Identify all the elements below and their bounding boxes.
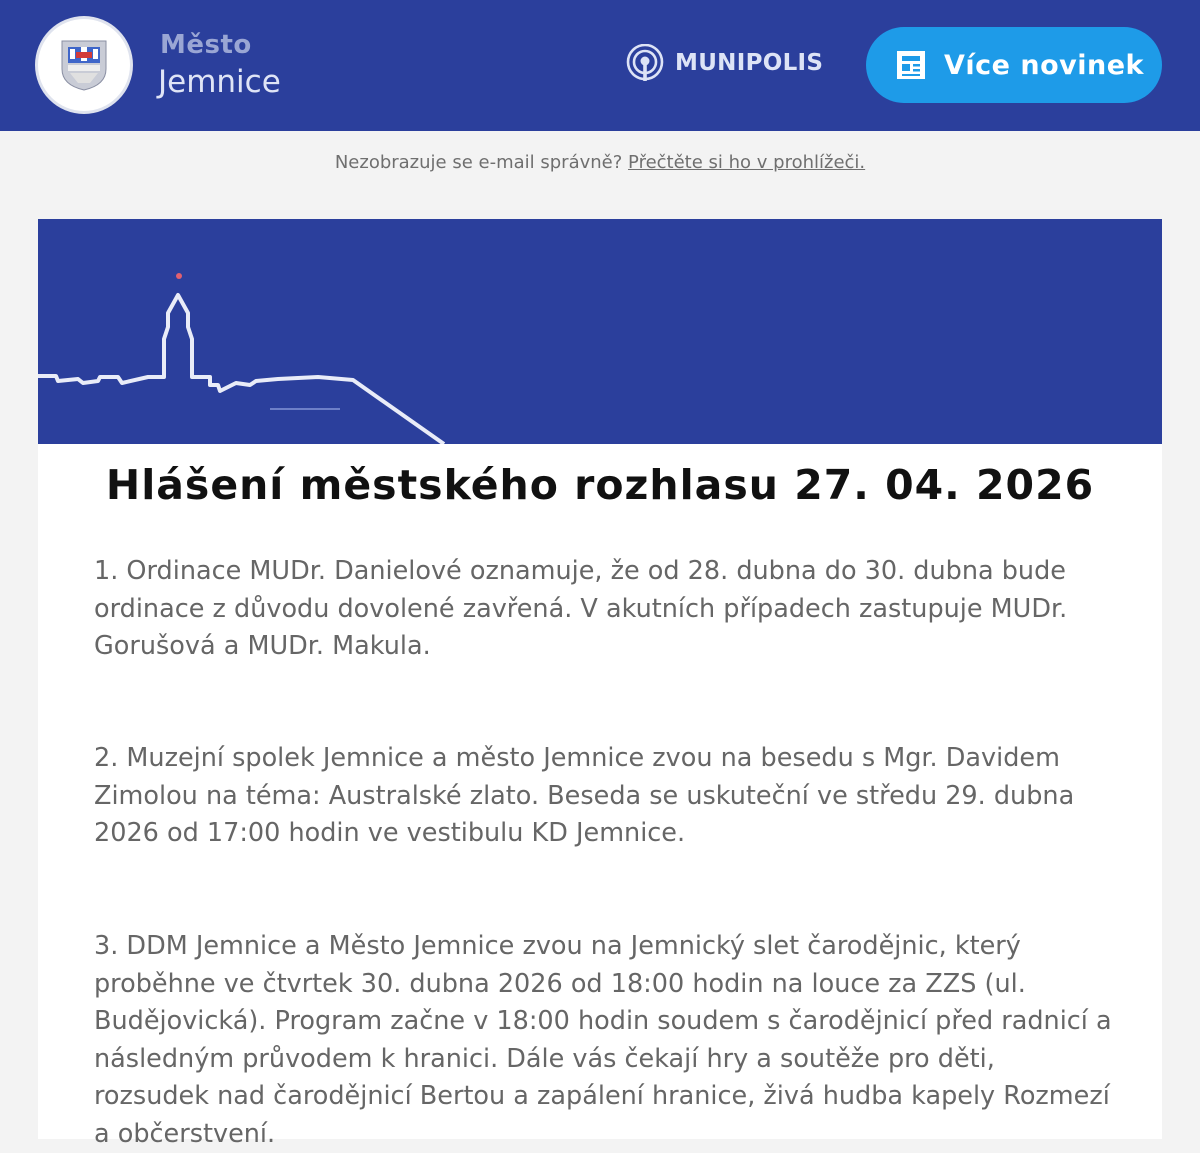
- city-name-label: Jemnice: [158, 64, 281, 100]
- announcement-paragraph-2: 2. Muzejní spolek Jemnice a město Jemnice zvou na besedu s Mgr. Davidem Zimolou na téma: Australské zlato. Beseda se uskuteční ve středu 29. dubna 2026 od 17:00 hodin ve vestibulu KD Jemnice.: [94, 743, 1075, 848]
- skyline-banner: [38, 219, 1162, 444]
- city-type-label: Město: [160, 30, 252, 60]
- announcement-paragraph-1: 1. Ordinace MUDr. Danielové oznamuje, že od 28. dubna do 30. dubna bude ordinace z důvodu dovolené zavřená. V akutních případech zastupuje MUDr. Gorušová a MUDr. Makula.: [94, 556, 1068, 661]
- munipolis-name: MUNIPOLIS: [675, 50, 824, 76]
- email-header: [0, 0, 1200, 131]
- more-news-label: Více novinek: [944, 49, 1144, 81]
- browser-notice-text: Nezobrazuje se e-mail správně?: [334, 152, 623, 173]
- city-logo[interactable]: [38, 19, 130, 111]
- article-title: Hlášení městského rozhlasu 27. 04. 2026: [105, 461, 1095, 509]
- announcement-paragraph-3: 3. DDM Jemnice a Město Jemnice zvou na Jemnický slet čarodějnic, který proběhne ve čtvrtek 30. dubna 2026 od 18:00 hodin na louce za ZZS (ul. Budějovická). Program začne v 18:00 hodin soudem s čarodějnicí před radnicí a následným průvodem k hranici. Dále vás čekají hry a soutěže pro děti, rozsudek nad čarodějnicí Bertou a zapálení hranice, živá hudba kapely Rozmezí a občerstvení.: [94, 931, 1112, 1149]
- view-in-browser-link[interactable]: Přečtěte si ho v prohlížeči.: [628, 152, 866, 173]
- broadcast-icon: [626, 44, 664, 82]
- city-crest-icon: [60, 39, 108, 91]
- browser-view-notice: [0, 152, 1200, 173]
- town-skyline-illustration: [38, 219, 1162, 444]
- newspaper-icon: [895, 49, 927, 81]
- more-news-button[interactable]: [866, 27, 1162, 103]
- munipolis-logo[interactable]: [626, 44, 823, 82]
